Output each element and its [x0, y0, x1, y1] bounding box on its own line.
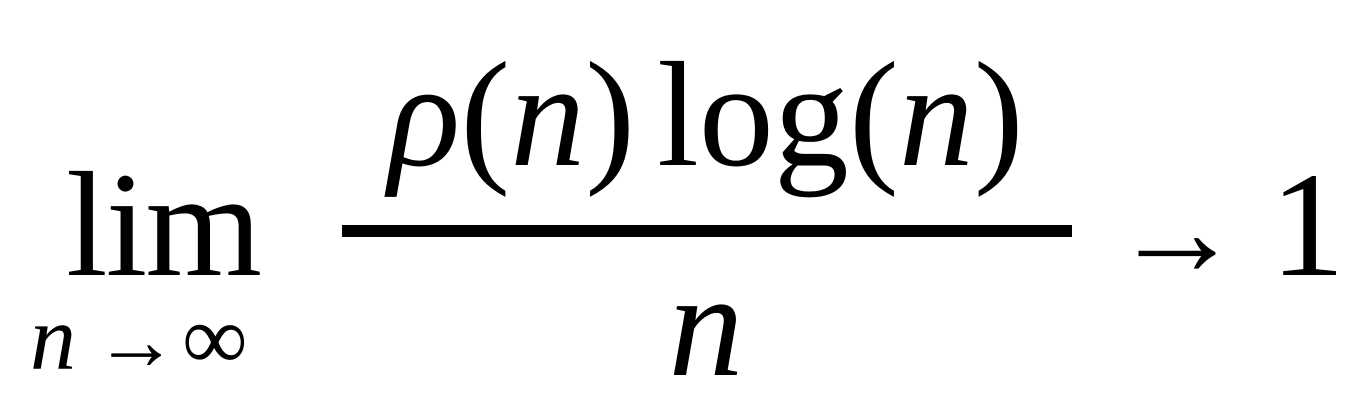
- log-function: log: [657, 32, 849, 198]
- rho-symbol: ρ: [388, 32, 461, 198]
- numerator-variable: n: [898, 32, 974, 198]
- infinity-symbol: ∞: [182, 287, 248, 389]
- result-arrow: →: [1112, 160, 1242, 304]
- result-value: 1: [1270, 142, 1345, 308]
- limit-operator: lim: [66, 142, 261, 308]
- limit-arrow: →: [94, 295, 178, 388]
- limit-variable: n: [30, 287, 76, 389]
- open-paren: (: [460, 32, 511, 198]
- limit-result: [1112, 142, 1345, 308]
- numerator-variable: n: [510, 32, 586, 198]
- close-paren: ): [973, 32, 1024, 198]
- fraction-bar: [342, 225, 1072, 237]
- close-paren: ): [585, 32, 636, 198]
- open-paren: (: [848, 32, 899, 198]
- limit-subscript: [30, 287, 248, 389]
- fraction-numerator: [340, 32, 1072, 198]
- fraction-denominator: n: [668, 242, 744, 408]
